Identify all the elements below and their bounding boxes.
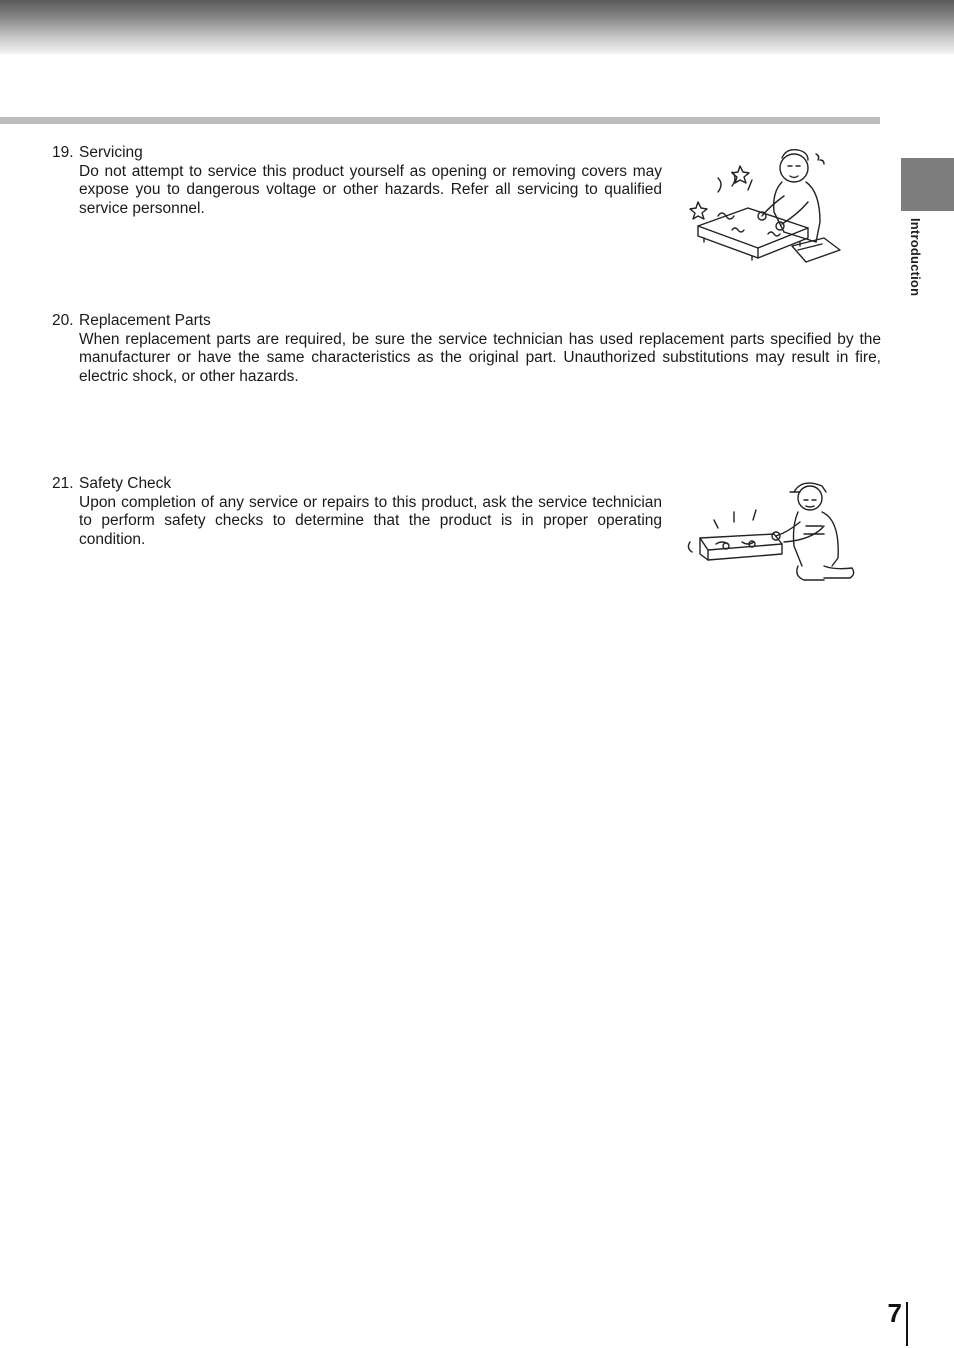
page-number-bar xyxy=(906,1302,908,1346)
item-heading: Safety Check xyxy=(79,475,172,492)
safety-check-illustration-icon xyxy=(686,474,858,584)
item-body: When replacement parts are required, be sure the service technician has used replacement parts specified by the manufacturer or have the same characteristics as the original part. Unauthorized substitutions may result in fire, electric shock, or other hazards. xyxy=(79,330,881,386)
header-gradient-band xyxy=(0,0,954,54)
item-number: 21. xyxy=(52,475,74,492)
section-tab-label: Introduction xyxy=(908,218,923,297)
item-body: Upon completion of any service or repairs to this product, ask the service technician to perform safety checks to determine that the product is in proper operating condition. xyxy=(79,493,662,549)
item-heading: Servicing xyxy=(79,144,143,161)
item-number: 20. xyxy=(52,312,74,329)
section-divider xyxy=(0,117,880,124)
item-heading: Replacement Parts xyxy=(79,312,211,329)
item-number: 19. xyxy=(52,144,74,161)
item-body: Do not attempt to service this product yourself as opening or removing covers may expose you to dangerous voltage or other hazards. Refer all servicing to qualified service personnel. xyxy=(79,162,662,218)
servicing-illustration-icon xyxy=(688,146,848,268)
page-number: 7 xyxy=(887,1298,902,1328)
section-tab-marker xyxy=(901,158,954,211)
